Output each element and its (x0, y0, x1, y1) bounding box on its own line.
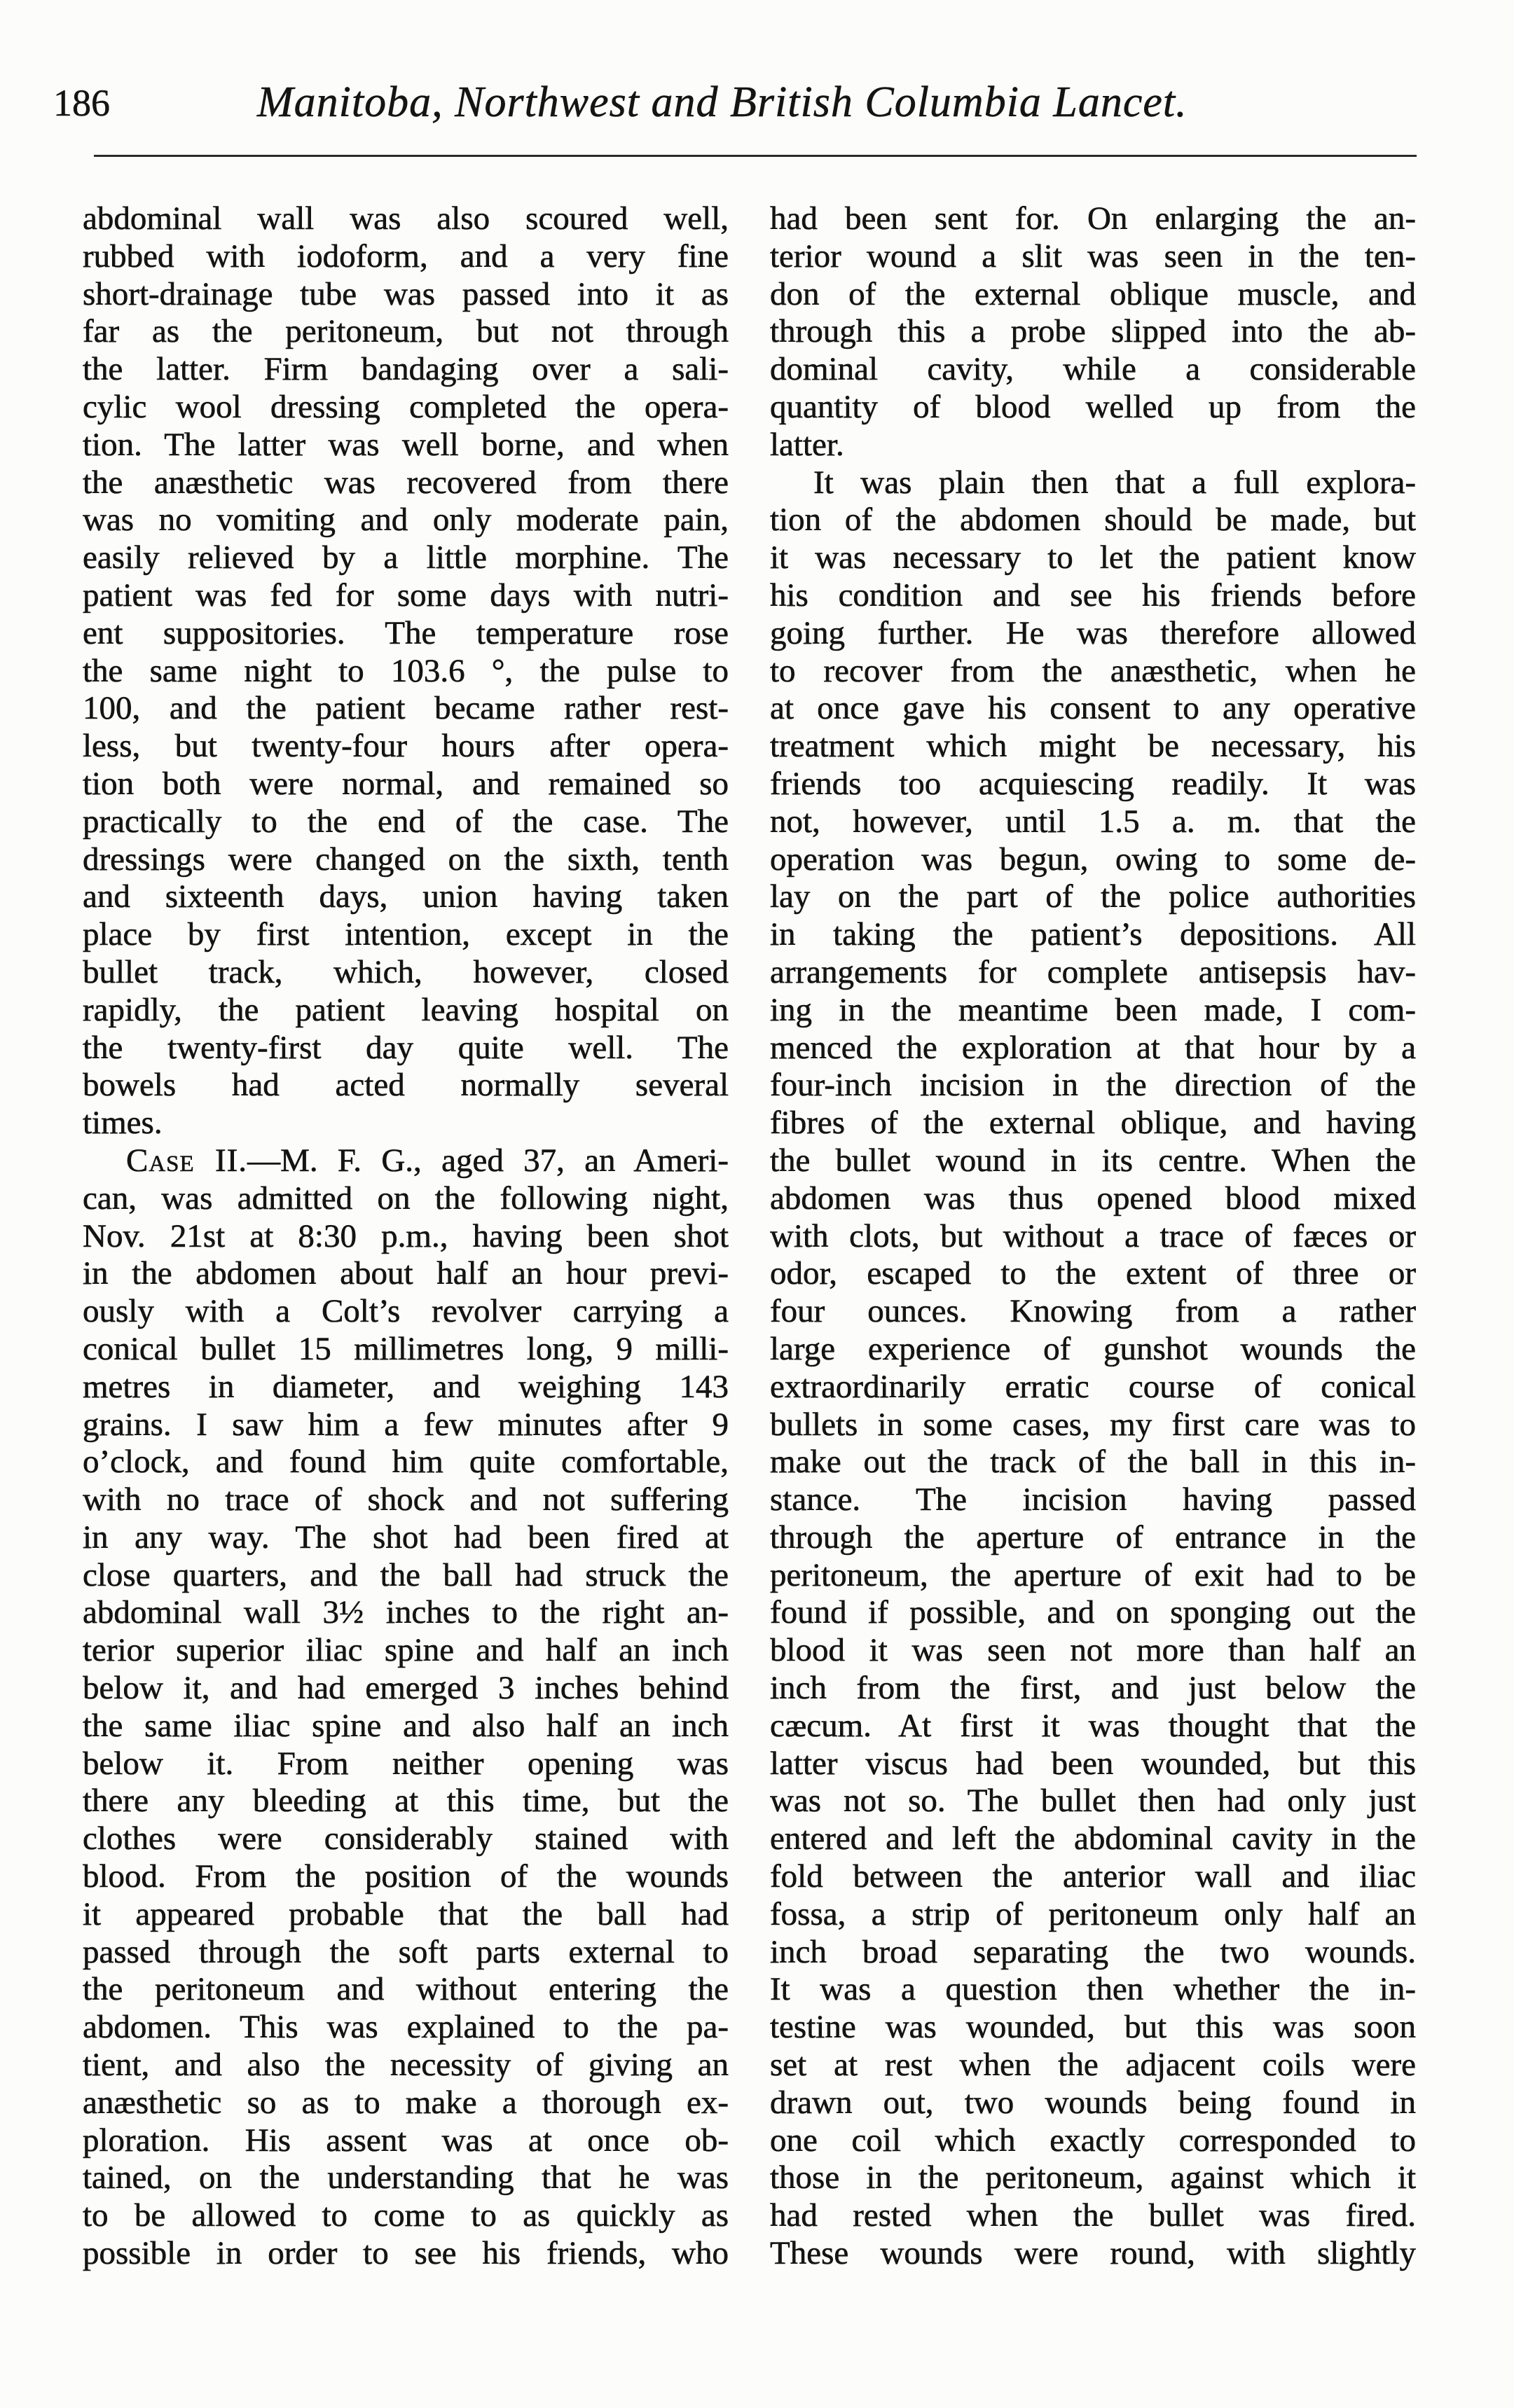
text-line: It was plain then that a full explora- (813, 464, 1416, 501)
text-line: bullet track, which, however, closed (83, 953, 729, 990)
text-line: in any way. The shot had been fired at (83, 1518, 729, 1556)
text-line: in the abdomen about half an hour previ- (83, 1255, 729, 1292)
text-line: the same night to 103.6 °, the pulse to (83, 652, 729, 689)
text-line: below it, and had emerged 3 inches behind (83, 1670, 729, 1707)
text-line: was not so. The bullet then had only just (770, 1783, 1416, 1820)
text-line: blood it was seen not more than half an (770, 1632, 1416, 1669)
text-line: blood. From the position of the wounds (83, 1858, 729, 1895)
text-line: the latter. Firm bandaging over a sali- (83, 351, 729, 388)
text-line: abdomen was thus opened blood mixed (770, 1179, 1416, 1217)
text-line: grains. I saw him a few minutes after 9 (83, 1406, 729, 1443)
text-line: lay on the part of the police authorities (770, 878, 1416, 915)
text-line: latter viscus had been wounded, but this (770, 1745, 1416, 1782)
text-line: there any bleeding at this time, but the (83, 1783, 729, 1820)
text-line: dominal cavity, while a considerable (770, 351, 1416, 388)
text-line (83, 1142, 729, 1180)
text-line: the twenty-first day quite well. The (83, 1029, 729, 1066)
text-line: rubbed with iodoform, and a very fine (83, 237, 729, 275)
text-line: in taking the patient’s depositions. All (770, 916, 1416, 953)
text-line: and sixteenth days, union having taken (83, 878, 729, 915)
text-line: stance. The incision having passed (770, 1481, 1416, 1518)
text-line: Nov. 21st at 8:30 p.m., having been shot (83, 1217, 729, 1254)
text-line: rapidly, the patient leaving hospital on (83, 991, 729, 1028)
text-line: 100, and the patient became rather rest- (83, 690, 729, 727)
text-line: treatment which might be necessary, his (770, 728, 1416, 765)
text-line: fibres of the external oblique, and having (770, 1105, 1416, 1142)
text-line: the bullet wound in its centre. When the (770, 1142, 1416, 1179)
text-line: fold between the anterior wall and iliac (770, 1858, 1416, 1895)
text-line: don of the external oblique muscle, and (770, 275, 1416, 312)
text-line: can, was admitted on the following night, (83, 1179, 729, 1217)
text-line: cylic wool dressing completed the opera- (83, 388, 729, 425)
text-line: tained, on the understanding that he was (83, 2159, 729, 2196)
text-line: tient, and also the necessity of giving an (83, 2047, 729, 2084)
text-line: friends too acquiescing readily. It was (770, 765, 1416, 802)
left-column (83, 200, 729, 2273)
text-line: below it. From neither opening was (83, 1745, 729, 1782)
text-line: terior wound a slit was seen in the ten- (770, 237, 1416, 275)
text-line: anæsthetic so as to make a thorough ex- (83, 2084, 729, 2121)
text-line: one coil which exactly corresponded to (770, 2122, 1416, 2159)
text-line: tion both were normal, and remained so (83, 765, 729, 802)
text-line: inch from the first, and just below the (770, 1670, 1416, 1707)
text-line: short-drainage tube was passed into it as (83, 275, 729, 312)
text-line: possible in order to see his friends, who (83, 2235, 729, 2272)
text-line-continuation: —M. F. G., aged 37, an Ameri- (247, 1142, 729, 1179)
text-line: bowels had acted normally several (83, 1067, 729, 1104)
text-line: close quarters, and the ball had struck the (83, 1556, 729, 1593)
text-line: to be allowed to come to as quickly as (83, 2197, 729, 2234)
text-line: ent suppositories. The temperature rose (83, 614, 729, 651)
text-line: had been sent for. On enlarging the an- (770, 200, 1416, 237)
text-line: easily relieved by a little morphine. The (83, 539, 729, 576)
text-line: not, however, until 1.5 a. m. that the (770, 803, 1416, 840)
text-line: was no vomiting and only moderate pain, (83, 501, 729, 539)
text-line: dressings were changed on the sixth, tenth (83, 840, 729, 878)
text-line: clothes were considerably stained with (83, 1820, 729, 1857)
text-line: practically to the end of the case. The (83, 803, 729, 840)
text-line: conical bullet 15 millimetres long, 9 milli- (83, 1330, 729, 1367)
header-rule (94, 155, 1417, 157)
text-line: with clots, but without a trace of fæces or (770, 1217, 1416, 1254)
case-heading: Case II. (126, 1142, 248, 1179)
text-line: through the aperture of entrance in the (770, 1518, 1416, 1556)
text-line: extraordinarily erratic course of conical (770, 1368, 1416, 1405)
text-line: patient was fed for some days with nutri- (83, 576, 729, 614)
text-line: testine was wounded, but this was soon (770, 2009, 1416, 2046)
text-line: make out the track of the ball in this in- (770, 1444, 1416, 1481)
text-line: terior superior iliac spine and half an inch (83, 1632, 729, 1669)
right-column (770, 200, 1416, 2273)
text-line: cæcum. At first it was thought that the (770, 1707, 1416, 1744)
text-line: o’clock, and found him quite comfortable, (83, 1444, 729, 1481)
text-line: had rested when the bullet was fired. (770, 2197, 1416, 2234)
text-line: place by first intention, except in the (83, 916, 729, 953)
text-line: entered and left the abdominal cavity in the (770, 1820, 1416, 1857)
text-line: the peritoneum and without entering the (83, 1971, 729, 2008)
text-line: drawn out, two wounds being found in (770, 2084, 1416, 2121)
text-line: latter. (770, 426, 844, 463)
text-line: the anæsthetic was recovered from there (83, 464, 729, 501)
text-line: fossa, a strip of peritoneum only half an (770, 1895, 1416, 1932)
text-line: far as the peritoneum, but not through (83, 313, 729, 350)
text-line: ously with a Colt’s revolver carrying a (83, 1293, 729, 1330)
text-line: ploration. His assent was at once ob- (83, 2122, 729, 2159)
text-line: through this a probe slipped into the ab- (770, 313, 1416, 350)
text-line: those in the peritoneum, against which it (770, 2159, 1416, 2196)
text-line: going further. He was therefore allowed (770, 614, 1416, 651)
text-line: large experience of gunshot wounds the (770, 1330, 1416, 1367)
page-header (0, 0, 1514, 168)
text-line: times. (83, 1105, 163, 1142)
text-line: abdomen. This was explained to the pa- (83, 2009, 729, 2046)
text-line: passed through the soft parts external to (83, 1933, 729, 1970)
text-line: set at rest when the adjacent coils were (770, 2047, 1416, 2084)
text-line: odor, escaped to the extent of three or (770, 1255, 1416, 1292)
text-line: at once gave his consent to any operative (770, 690, 1416, 727)
text-line: to recover from the anæsthetic, when he (770, 652, 1416, 689)
text-line: arrangements for complete antisepsis hav- (770, 953, 1416, 990)
text-line: These wounds were round, with slightly (770, 2235, 1416, 2272)
text-line: operation was begun, owing to some de- (770, 840, 1416, 878)
text-line: the same iliac spine and also half an inch (83, 1707, 729, 1744)
running-title: Manitoba, Northwest and British Columbia Lancet. (257, 78, 1188, 126)
text-line: four ounces. Knowing from a rather (770, 1293, 1416, 1330)
text-line: less, but twenty-four hours after opera- (83, 728, 729, 765)
text-line: abdominal wall 3½ inches to the right an- (83, 1594, 729, 1631)
text-line: metres in diameter, and weighing 143 (83, 1368, 729, 1405)
text-line: four-inch incision in the direction of the (770, 1067, 1416, 1104)
text-line: it was necessary to let the patient know (770, 539, 1416, 576)
page-number: 186 (53, 82, 110, 124)
text-line: bullets in some cases, my first care was to (770, 1406, 1416, 1443)
text-line: menced the exploration at that hour by a (770, 1029, 1416, 1066)
text-line: it appeared probable that the ball had (83, 1895, 729, 1932)
text-line: with no trace of shock and not suffering (83, 1481, 729, 1518)
text-line: peritoneum, the aperture of exit had to be (770, 1556, 1416, 1593)
text-line: found if possible, and on sponging out the (770, 1594, 1416, 1631)
text-line: abdominal wall was also scoured well, (83, 200, 729, 237)
text-line: tion. The latter was well borne, and when (83, 426, 729, 463)
text-line: It was a question then whether the in- (770, 1971, 1416, 2008)
text-line: his condition and see his friends before (770, 576, 1416, 614)
text-line: quantity of blood welled up from the (770, 388, 1416, 425)
text-line: inch broad separating the two wounds. (770, 1933, 1416, 1970)
text-line: tion of the abdomen should be made, but (770, 501, 1416, 539)
text-line: ing in the meantime been made, I com- (770, 991, 1416, 1028)
